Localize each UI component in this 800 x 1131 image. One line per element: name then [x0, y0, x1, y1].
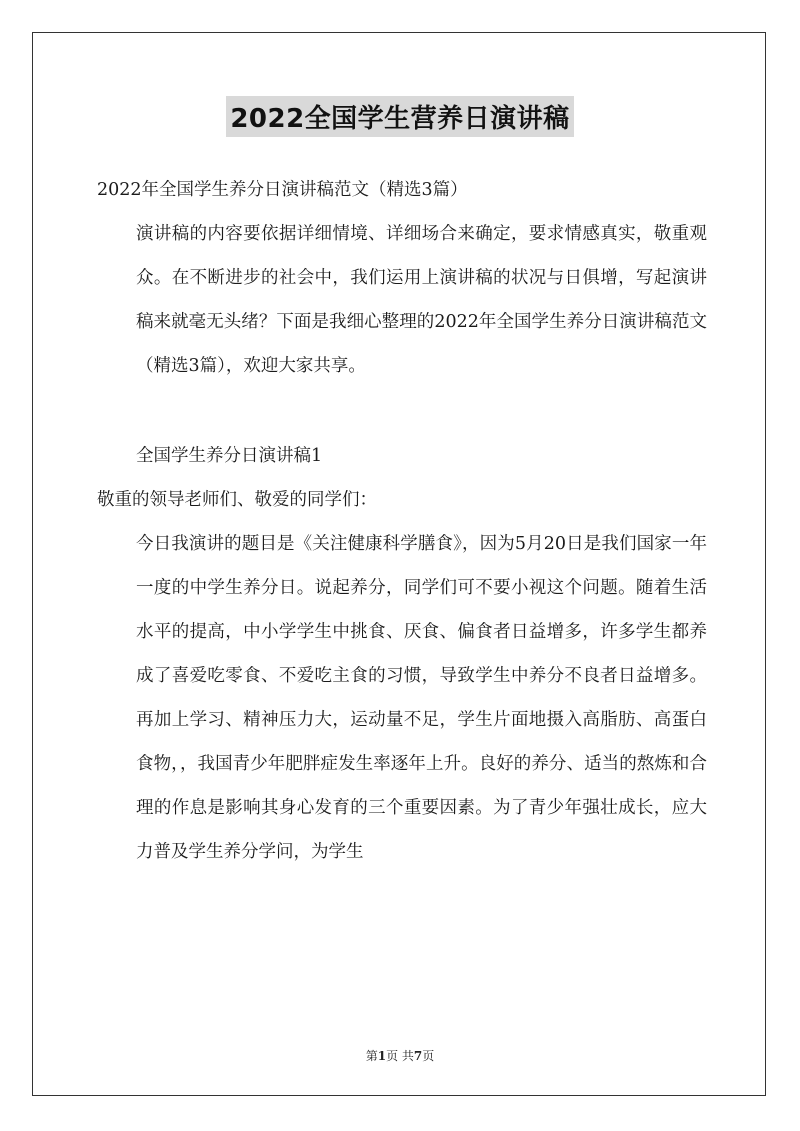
footer-middle: 页 共 — [386, 1049, 414, 1063]
title-container — [0, 96, 800, 137]
document-body — [97, 168, 707, 874]
document-subtitle: 2022年全国学生养分日演讲稿范文（精选3篇） — [97, 180, 468, 200]
footer-page-number: 1 — [377, 1049, 387, 1063]
document-title: 2022全国学生营养日演讲稿 — [226, 96, 573, 137]
paragraph-spacer — [97, 388, 707, 434]
footer-suffix: 页 — [422, 1049, 435, 1063]
intro-paragraph: 演讲稿的内容要依据详细情境、详细场合来确定，要求情感真实，敬重观众。在不断进步的社会中，我们运用上演讲稿的状况与日俱增，写起演讲稿来就毫无头绪？下面是我细心整理的2022年全国学生养分日演讲稿范文（精选3篇），欢迎大家共享。 — [136, 224, 707, 376]
salutation: 敬重的领导老师们、敬爱的同学们： — [97, 490, 377, 510]
page-footer — [0, 1047, 800, 1064]
footer-prefix: 第 — [365, 1049, 378, 1063]
section-heading: 全国学生养分日演讲稿1 — [136, 446, 323, 466]
body-paragraph: 今日我演讲的题目是《关注健康科学膳食》，因为5月20日是我们国家一年一度的中学生养分日。说起养分，同学们可不要小视这个问题。随着生活水平的提高，中小学学生中挑食、厌食、偏食者日益增多，许多学生都养成了喜爱吃零食、不爱吃主食的习惯，导致学生中养分不良者日益增多。再加上学习、精神压力大，运动量不足，学生片面地摄入高脂肪、高蛋白食物，，我国青少年肥胖症发生率逐年上升。良好的养分、适当的熬炼和合理的作息是影响其身心发育的三个重要因素。为了青少年强壮成长，应大力普及学生养分学问，为学生 — [136, 534, 707, 862]
footer-total-pages: 7 — [413, 1049, 423, 1063]
